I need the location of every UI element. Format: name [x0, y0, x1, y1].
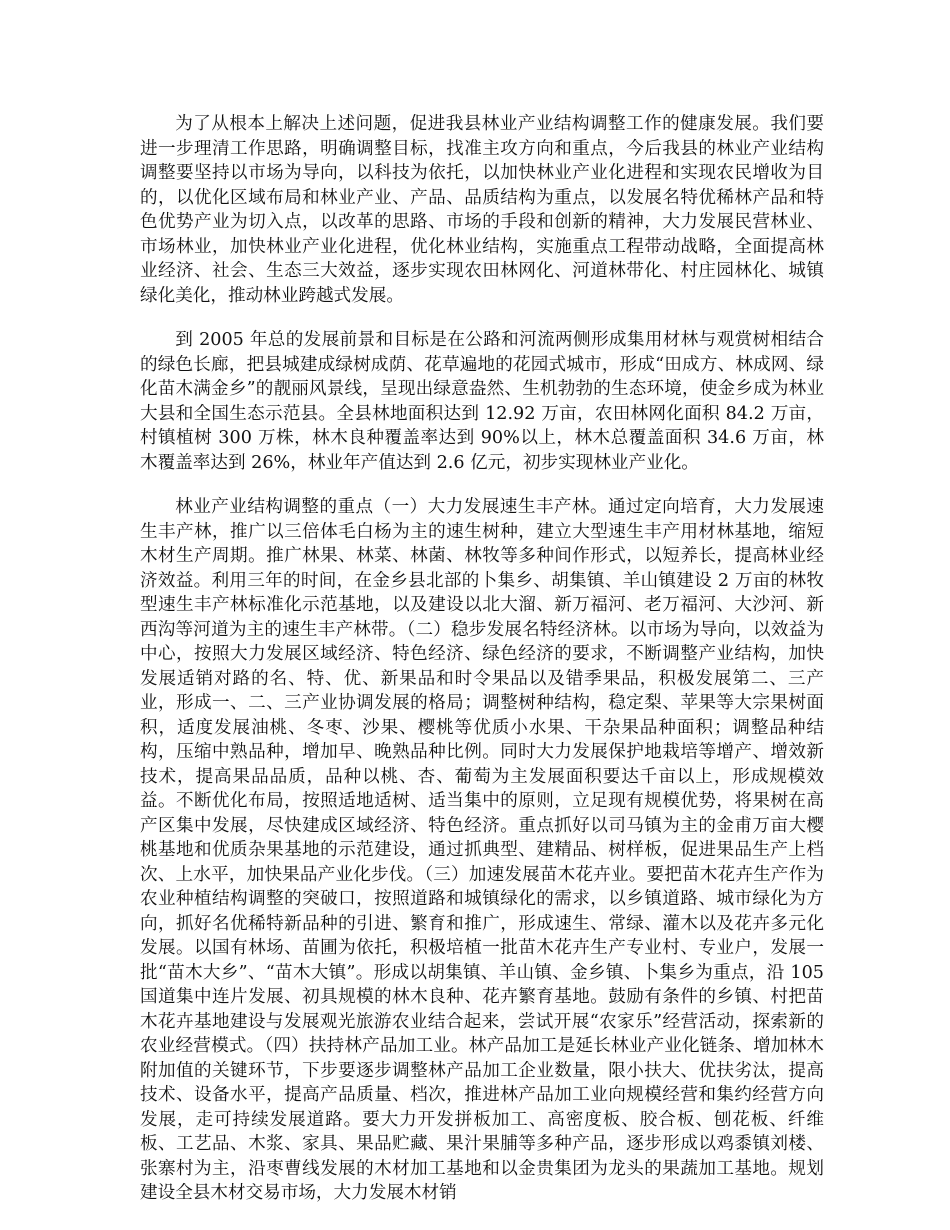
document-page [140, 112, 824, 1206]
paragraph-development-goals: 为了从根本上解决上述问题，促进我县林业产业结构调整工作的健康发展。我们要进一步理清工作思路，明确调整目标，找准主攻方向和重点，今后我县的林业产业结构调整要坚持以市场为导向，以科技为依托，以加快林业产业化进程和实现农民增收为目的，以优化区域布局和林业产业、产品、品质结构为重点，以发展名特优稀林产品和特色优势产业为切入点，以改革的思路、市场的手段和创新的精神，大力发展民营林业、市场林业，加快林业产业化进程，优化林业结构，实施重点工程带动战略，全面提高林业经济、社会、生态三大效益，逐步实现农田林网化、河道林带化、村庄园林化、城镇绿化美化，推动林业跨越式发展。 [140, 114, 824, 306]
paragraph-restructuring-priorities: 林业产业结构调整的重点（一）大力发展速生丰产林。通过定向培育，大力发展速生丰产林，推广以三倍体毛白杨为主的速生树种，建立大型速生丰产用材林基地，缩短木材生产周期。推广林果、林菜、林菌、林牧等多种间作形式，以短养长，提高林业经济效益。利用三年的时间，在金乡县北部的卜集乡、胡集镇、羊山镇建设 2 万亩的林牧型速生丰产林标准化示范基地，以及建设以北大溜、新万福河、老万福河、大沙河、新西沟等河道为主的速生丰产林带。（二）稳步发展名特经济林。以市场为导向，以效益为中心，按照大力发展区域经济、特色经济、绿色经济的要求，不断调整产业结构，加快发展适销对路的名、特、优、新果品和时令果品以及错季果品，积极发展第二、三产业，形成一、二、三产业协调发展的格局；调整树种结构，稳定梨、苹果等大宗果树面积，适度发展油桃、冬枣、沙果、樱桃等优质小水果、干杂果品种面积；调整品种结构，压缩中熟品种，增加早、晚熟品种比例。同时大力发展保护地栽培等增产、增效新技术，提高果品品质，品种以桃、杏、葡萄为主发展面积要达千亩以上，形成规模效益。不断优化布局，按照适地适树、适当集中的原则，立足现有规模优势，将果树在高产区集中发展，尽快建成区域经济、特色经济。重点抓好以司马镇为主的金甫万亩大樱桃基地和优质杂果基地的示范建设，通过抓典型、建精品、树样板，促进果品生产上档次、上水平，加快果品产业化步伐。（三）加速发展苗木花卉业。要把苗木花卉生产作为农业种植结构调整的突破口，按照道路和城镇绿化的需求，以乡镇道路、城市绿化为方向，抓好名优稀特新品种的引进、繁育和推广，形成速生、常绿、灌木以及花卉多元化发展。以国有林场、苗圃为依托，积极培植一批苗木花卉生产专业村、专业户，发展一批“苗木大乡”、“苗木大镇”。形成以胡集镇、羊山镇、金乡镇、卜集乡为重点，沿 105 国道集中连片发展、初具规模的林木良种、花卉繁育基地。鼓励有条件的乡镇、村把苗木花卉基地建设与发展观光旅游农业结合起来，尝试开展“农家乐”经营活动，探索新的农业经营模式。（四）扶持林产品加工业。林产品加工是延长林业产业化链条、增加林木附加值的关键环节，下步要逐步调整林产品加工企业数量，限小扶大、优扶劣汰，提高技术、设备水平，提高产品质量、档次，推进林产品加工业向规模经营和集约经营方向发展，走可持续发展道路。要大力开发拼板加工、高密度板、胶合板、刨花板、纤维板、工艺品、木浆、家具、果品贮藏、果汁果脯等多种产品，逐步形成以鸡黍镇刘楼、张寨村为主，沿枣曹线发展的木材加工基地和以金贵集团为龙头的果蔬加工基地。规划建设全县木材交易市场，大力发展木材销 [140, 497, 824, 1203]
paragraph-2005-targets: 到 2005 年总的发展前景和目标是在公路和河流两侧形成集用材林与观赏树相结合的绿色长廊，把县城建成绿树成荫、花草遍地的花园式城市，形成“田成方、林成网、绿化苗木满金乡”的靓丽风景线，呈现出绿意盎然、生机勃勃的生态环境，使金乡成为林业大县和全国生态示范县。全县林地面积达到 12.92 万亩，农田林网化面积 84.2 万亩，村镇植树 300 万株，林木良种覆盖率达到 90%以上，林木总覆盖面积 34.6 万亩，林木覆盖率达到 26%，林业年产值达到 2.6 亿元，初步实现林业产业化。 [140, 330, 824, 473]
